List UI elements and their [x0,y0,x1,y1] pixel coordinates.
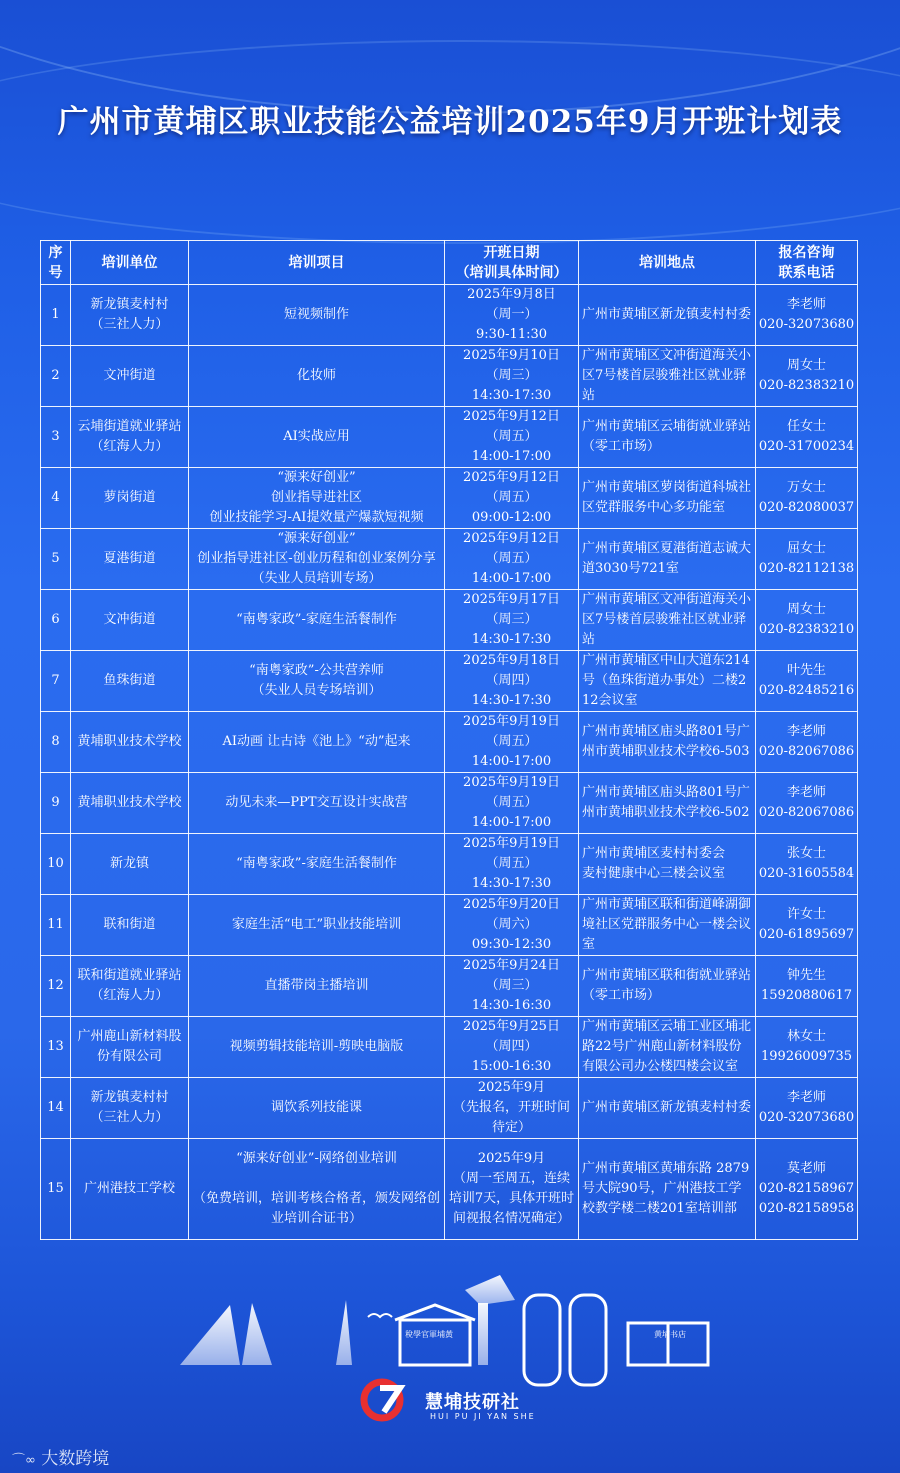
background-swoosh-mid [0,40,900,244]
row-unit: 新龙镇 [71,834,189,895]
table-row [41,1017,858,1078]
header-place: 培训地点 [579,241,756,285]
row-seq: 8 [41,712,71,773]
row-unit: 文冲街道 [71,346,189,407]
row-contact: 万女士 020-82080037 [756,468,858,529]
row-place: 广州市黄埔区麦村村委会 麦村健康中心三楼会议室 [579,834,756,895]
row-seq: 15 [41,1139,71,1240]
table-row [41,285,858,346]
header-date: 开班日期 （培训具体时间） [445,241,579,285]
header-seq: 序号 [41,241,71,285]
row-contact: 许女士 020-61895697 [756,895,858,956]
row-unit: 文冲街道 [71,590,189,651]
table-row [41,468,858,529]
schedule-table-container [40,240,857,1240]
row-contact: 李老师 020-82067086 [756,712,858,773]
row-date: 2025年9月10日 （周三） 14:30-17:30 [445,346,579,407]
monument-left [180,1300,352,1365]
row-unit: 联和街道就业驿站 （红海人力） [71,956,189,1017]
row-unit: 广州港技工学校 [71,1139,189,1240]
table-body [41,285,858,1240]
row-date: 2025年9月 （先报名，开班时间待定） [445,1078,579,1139]
row-project: “源来好创业” 创业指导进社区 创业技能学习-AI提效量产爆款短视频 [189,468,445,529]
row-project: 视频剪辑技能培训-剪映电脑版 [189,1017,445,1078]
row-date: 2025年9月18日 （周四） 14:30-17:30 [445,651,579,712]
header-contact: 报名咨询 联系电话 [756,241,858,285]
row-project: “南粤家政”-公共营养师 （失业人员专场培训） [189,651,445,712]
row-seq: 5 [41,529,71,590]
row-project: 动见未来—PPT交互设计实战营 [189,773,445,834]
birds [368,1314,392,1317]
logo-name: 慧埔技研社 [425,1392,520,1413]
row-date: 2025年9月 （周一至周五，连续培训7天，具体开班时间视报名情况确定） [445,1139,579,1240]
row-seq: 10 [41,834,71,895]
row-project: AI实战应用 [189,407,445,468]
row-place: 广州市黄埔区黄埔东路 2879号大院90号，广州港技工学校教学楼二楼201室培训部 [579,1139,756,1240]
row-unit: 新龙镇麦村村 （三社人力） [71,1078,189,1139]
row-unit: 鱼珠街道 [71,651,189,712]
header-project: 培训项目 [189,241,445,285]
row-seq: 14 [41,1078,71,1139]
towers [524,1295,606,1385]
row-place: 广州市黄埔区联和街道峰湖御境社区党群服务中心一楼会议室 [579,895,756,956]
row-project: “源来好创业” 创业指导进社区-创业历程和创业案例分享 （失业人员培训专场） [189,529,445,590]
row-project: 家庭生活“电工”职业技能培训 [189,895,445,956]
row-unit: 联和街道 [71,895,189,956]
row-place: 广州市黄埔区联和街就业驿站（零工市场） [579,956,756,1017]
row-seq: 4 [41,468,71,529]
row-seq: 11 [41,895,71,956]
row-project: 调饮系列技能课 [189,1078,445,1139]
page-title: 广州市黄埔区职业技能公益培训2025年9月开班计划表 [57,104,843,140]
row-unit: 萝岗街道 [71,468,189,529]
row-date: 2025年9月17日 （周三） 14:30-17:30 [445,590,579,651]
header-unit: 培训单位 [71,241,189,285]
table-row [41,712,858,773]
row-project: 直播带岗主播培训 [189,956,445,1017]
row-unit: 黄埔职业技术学校 [71,712,189,773]
row-contact: 任女士 020-31700234 [756,407,858,468]
row-date: 2025年9月19日 （周五） 14:30-17:30 [445,834,579,895]
table-row [41,956,858,1017]
table-row [41,651,858,712]
row-seq: 1 [41,285,71,346]
row-seq: 3 [41,407,71,468]
row-date: 2025年9月12日 （周五） 14:00-17:00 [445,529,579,590]
row-place: 广州市黄埔区新龙镇麦村村委 [579,285,756,346]
row-place: 广州市黄埔区文冲街道海关小区7号楼首层骏雅社区就业驿站 [579,346,756,407]
row-project: AI动画 让古诗《池上》“动”起来 [189,712,445,773]
row-unit: 夏港街道 [71,529,189,590]
table-row [41,834,858,895]
row-contact: 李老师 020-32073680 [756,1078,858,1139]
table-row [41,1078,858,1139]
row-unit: 广州鹿山新材料股份有限公司 [71,1017,189,1078]
row-unit: 黄埔职业技术学校 [71,773,189,834]
row-project: 短视频制作 [189,285,445,346]
watermark [12,1444,109,1469]
row-date: 2025年9月12日 （周五） 09:00-12:00 [445,468,579,529]
row-date: 2025年9月20日 （周六） 09:30-12:30 [445,895,579,956]
gate-sign-left: 稅學官軍埔黃 [405,1330,453,1339]
row-date: 2025年9月25日 （周四） 15:00-16:30 [445,1017,579,1078]
row-project: “南粤家政”-家庭生活餐制作 [189,590,445,651]
table-row [41,590,858,651]
row-seq: 13 [41,1017,71,1078]
row-contact: 叶先生 020-82485216 [756,651,858,712]
row-seq: 6 [41,590,71,651]
row-place: 广州市黄埔区庙头路801号广州市黄埔职业技术学校6-503 [579,712,756,773]
row-project: “源来好创业”-网络创业培训 （免费培训，培训考核合格者，颁发网络创业培训合证书） [189,1139,445,1240]
row-date: 2025年9月24日 （周三） 14:30-16:30 [445,956,579,1017]
row-contact: 周女士 020-82383210 [756,590,858,651]
row-place: 广州市黄埔区文冲街道海关小区7号楼首层骏雅社区就业驿站 [579,590,756,651]
row-project: 化妆师 [189,346,445,407]
gate-sign-right: 黄埔书店 [654,1330,686,1339]
row-place: 广州市黄埔区萝岗街道科城社区党群服务中心多功能室 [579,468,756,529]
watermark-icon: ⌒∞ [12,1453,36,1468]
row-place: 广州市黄埔区云埔工业区埔北路22号广州鹿山新材料股份有限公司办公楼四楼会议室 [579,1017,756,1078]
row-date: 2025年9月19日 （周五） 14:00-17:00 [445,773,579,834]
row-place: 广州市黄埔区云埔街就业驿站（零工市场） [579,407,756,468]
row-contact: 周女士 020-82383210 [756,346,858,407]
row-contact: 屈女士 020-82112138 [756,529,858,590]
row-place: 广州市黄埔区庙头路801号广州市黄埔职业技术学校6-502 [579,773,756,834]
row-date: 2025年9月8日 （周一） 9:30-11:30 [445,285,579,346]
table-row [41,529,858,590]
row-seq: 9 [41,773,71,834]
row-seq: 7 [41,651,71,712]
table-row [41,346,858,407]
row-unit: 新龙镇麦村村 （三社人力） [71,285,189,346]
table-row [41,773,858,834]
row-contact: 李老师 020-32073680 [756,285,858,346]
row-contact: 莫老师 020-82158967 020-82158958 [756,1139,858,1240]
row-contact: 李老师 020-82067086 [756,773,858,834]
row-contact: 钟先生 15920880617 [756,956,858,1017]
schedule-table [40,240,858,1240]
row-contact: 林女士 19926009735 [756,1017,858,1078]
row-place: 广州市黄埔区中山大道东214号（鱼珠街道办事处）二楼212会议室 [579,651,756,712]
row-seq: 12 [41,956,71,1017]
skyline-illustration [0,1265,900,1395]
row-seq: 2 [41,346,71,407]
logo-pinyin: HUI PU JI YAN SHE [430,1412,536,1421]
watermark-text: 大数跨境 [41,1449,110,1469]
table-row [41,895,858,956]
row-date: 2025年9月19日 （周五） 14:00-17:00 [445,712,579,773]
logo-icon [360,1378,420,1424]
row-unit: 云埔街道就业驿站 （红海人力） [71,407,189,468]
row-date: 2025年9月12日 （周五） 14:00-17:00 [445,407,579,468]
row-project: “南粤家政”-家庭生活餐制作 [189,834,445,895]
table-row [41,407,858,468]
row-contact: 张女士 020-31605584 [756,834,858,895]
table-header-row [41,241,858,285]
table-row [41,1139,858,1240]
row-place: 广州市黄埔区新龙镇麦村村委 [579,1078,756,1139]
row-place: 广州市黄埔区夏港街道志诚大道3030号721室 [579,529,756,590]
